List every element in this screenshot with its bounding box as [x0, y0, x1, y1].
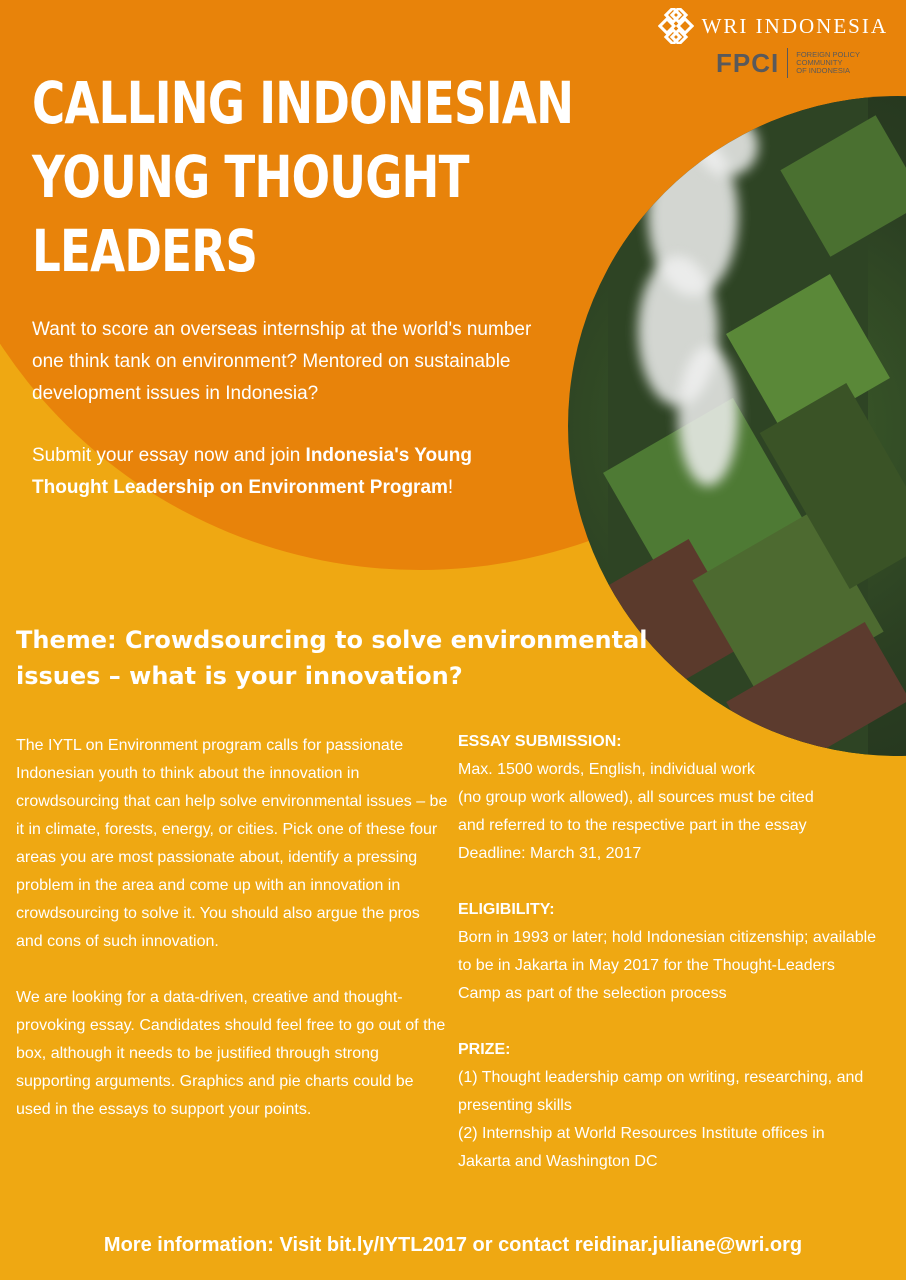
page-title: [32, 66, 578, 288]
program-description: [16, 732, 448, 1124]
eligibility-section: [458, 896, 878, 1008]
prize-section: [458, 1036, 878, 1176]
essay-rule: Max. 1500 words, English, individual work: [458, 761, 756, 778]
wri-indonesia-logo: [658, 8, 888, 44]
fpci-logo-text: FPCI: [716, 47, 780, 78]
fpci-divider: [787, 48, 788, 78]
essay-deadline: Deadline: March 31, 2017: [458, 845, 642, 862]
wri-knot-icon: [658, 8, 694, 44]
intro-text: [32, 314, 532, 504]
intro-call-to-action: Submit your essay now and join Indonesia's Young Thought Leadership on Environment Program!: [32, 445, 472, 498]
prize-item: (2) Internship at World Resources Institute offices in Jakarta and Washington DC: [458, 1125, 825, 1170]
footer-contact: More information: Visit bit.ly/IYTL2017 or contact reidinar.juliane@wri.org: [103, 1234, 803, 1256]
theme-heading: Theme: Crowdsourcing to solve environmental issues – what is your innovation?: [16, 626, 648, 690]
prize-item: (1) Thought leadership camp on writing, researching, and presenting skills: [458, 1069, 864, 1114]
title-line: CALLING INDONESIAN: [32, 69, 574, 137]
essay-submission-section: [458, 728, 878, 868]
eligibility-text: Born in 1993 or later; hold Indonesian citizenship; available to be in Jakarta in May 2017 for the Thought-Leaders Camp as part of the selection process: [458, 929, 877, 1002]
fpci-subtitle: FOREIGN POLICY COMMUNITY OF INDONESIA: [796, 50, 860, 75]
essay-rule: (no group work allowed), all sources must be cited: [458, 789, 814, 806]
title-line: YOUNG THOUGHT: [32, 143, 469, 211]
eligibility-heading: ELIGIBILITY:: [458, 901, 555, 918]
description-paragraph: We are looking for a data-driven, creative and thought-provoking essay. Candidates should feel free to go out of the box, although it needs to be justified through strong supporting arguments. Graphics and pie charts could be used in the essays to support your points.: [16, 989, 446, 1118]
program-name: Indonesia's Young Thought Leadership on Environment Program: [32, 445, 472, 498]
essay-submission-heading: ESSAY SUBMISSION:: [458, 733, 622, 750]
intro-paragraph: Want to score an overseas internship at the world's number one think tank on environment? Mentored on sustainable development issues in Indonesia?: [32, 319, 532, 404]
description-paragraph: The IYTL on Environment program calls for passionate Indonesian youth to think about the innovation in crowdsourcing that can help solve environmental issues – be it in climate, forests, energy, or cities. Pick one of these four areas you are most passionate about, identify a pressing problem in the area and come up with an innovation in crowdsourcing to solve it. You should also argue the pros and cons of such innovation.: [16, 737, 448, 950]
fpci-logo: [716, 46, 876, 80]
title-line: LEADERS: [32, 217, 258, 285]
essay-rule: and referred to to the respective part in the essay: [458, 817, 807, 834]
requirements-column: [458, 728, 878, 1176]
wri-logo-text: WRI INDONESIA: [701, 13, 888, 38]
prize-heading: PRIZE:: [458, 1041, 511, 1058]
